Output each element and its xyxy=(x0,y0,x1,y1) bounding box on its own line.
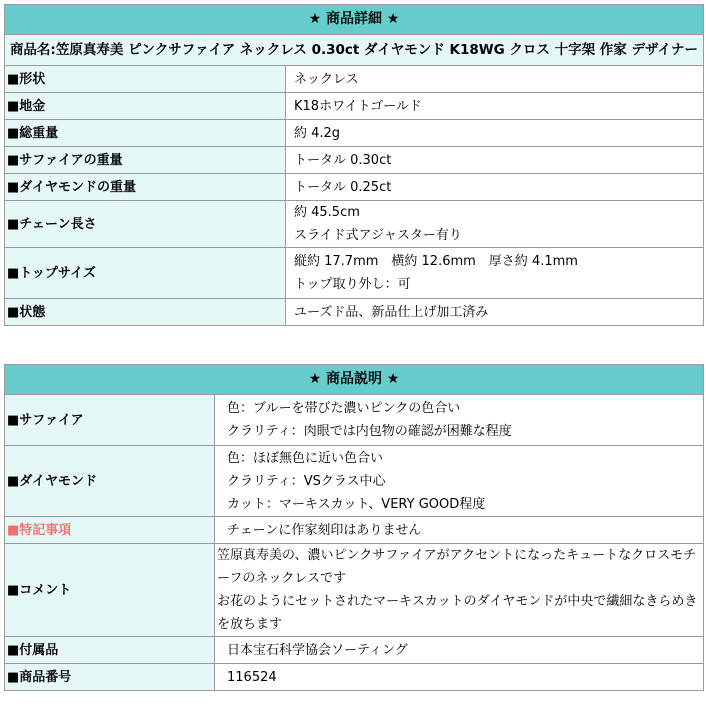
row-label: ■サファイア xyxy=(5,395,215,446)
table-row xyxy=(5,120,704,147)
row-label: ■付属品 xyxy=(5,637,215,664)
value-line: 色：ほぼ無色に近い色合い xyxy=(227,450,384,466)
table-row xyxy=(5,248,704,299)
row-value xyxy=(286,147,704,174)
value-line: トップ取り外し：可 xyxy=(294,277,411,292)
row-label: ■チェーン長さ xyxy=(5,201,286,248)
table-row xyxy=(5,517,704,544)
value-line: ユーズド品、新品仕上げ加工済み xyxy=(294,304,489,320)
row-value xyxy=(286,120,704,147)
row-value xyxy=(215,395,704,446)
row-label: ■ダイヤモンドの重量 xyxy=(5,174,286,201)
table-row xyxy=(5,93,704,120)
table-row xyxy=(5,446,704,517)
row-label: ■地金 xyxy=(5,93,286,120)
table-row xyxy=(5,299,704,326)
product-name: 笠原真寿美 ピンクサファイア ネックレス 0.30ct ダイヤモンド K18WG クロス 十字架 作家 デザイナー xyxy=(55,42,699,58)
product-description-table xyxy=(4,364,704,691)
table-row xyxy=(5,637,704,664)
row-label: ■形状 xyxy=(5,66,286,93)
value-line: トータル 0.30ct xyxy=(294,152,392,168)
value-line: 日本宝石科学協会ソーティング xyxy=(227,642,408,658)
table-row xyxy=(5,201,704,248)
value-line: 約 4.2g xyxy=(294,125,341,141)
row-value xyxy=(215,446,704,517)
row-value xyxy=(286,248,704,299)
value-line: カット：マーキスカット、VERY GOOD程度 xyxy=(227,496,486,512)
row-value xyxy=(286,66,704,93)
row-value xyxy=(286,299,704,326)
row-value xyxy=(215,637,704,664)
table-row xyxy=(5,174,704,201)
row-value xyxy=(286,201,704,248)
value-line: 笠原真寿美の、濃いピンクサファイアがアクセントになったキュートなクロスモチーフのネックレスです xyxy=(217,548,697,586)
row-value xyxy=(215,664,704,691)
table-row xyxy=(5,395,704,446)
product-details-table xyxy=(4,4,704,326)
row-value xyxy=(286,174,704,201)
value-line: お花のようにセットされたマーキスカットのダイヤモンドが中央で繊細なきらめきを放ちます xyxy=(217,594,698,632)
row-label: ■総重量 xyxy=(5,120,286,147)
value-line: スライド式アジャスター有り xyxy=(294,228,462,243)
row-label: ■特記事項 xyxy=(5,517,215,544)
row-value xyxy=(286,93,704,120)
row-label: ■コメント xyxy=(5,544,215,637)
details-header: ★ 商品詳細 ★ xyxy=(5,5,704,35)
value-line: クラリティ：VSクラス中心 xyxy=(227,473,386,489)
product-name-cell xyxy=(5,35,704,66)
table-row xyxy=(5,664,704,691)
value-line: 約 45.5cm xyxy=(294,205,360,220)
row-value xyxy=(215,544,704,637)
table-row xyxy=(5,66,704,93)
row-label: ■商品番号 xyxy=(5,664,215,691)
table-row xyxy=(5,544,704,637)
description-header: ★ 商品説明 ★ xyxy=(5,365,704,395)
value-line: ネックレス xyxy=(294,71,359,87)
value-line: 色：ブルーを帯びた濃いピンクの色合い xyxy=(227,401,461,416)
table-row xyxy=(5,147,704,174)
value-line: クラリティ：肉眼では内包物の確認が困難な程度 xyxy=(227,424,512,439)
value-line: トータル 0.25ct xyxy=(294,179,392,195)
value-line: 縦約 17.7mm 横約 12.6mm 厚さ約 4.1mm xyxy=(294,254,578,269)
row-label: ■状態 xyxy=(5,299,286,326)
row-value xyxy=(215,517,704,544)
value-line: K18ホワイトゴールド xyxy=(294,98,422,114)
row-label: ■ダイヤモンド xyxy=(5,446,215,517)
value-line: チェーンに作家刻印はありません xyxy=(227,522,422,538)
row-label: ■トップサイズ xyxy=(5,248,286,299)
row-label: ■サファイアの重量 xyxy=(5,147,286,174)
value-line: 116524 xyxy=(227,669,277,685)
product-name-label: 商品名: xyxy=(9,42,56,58)
